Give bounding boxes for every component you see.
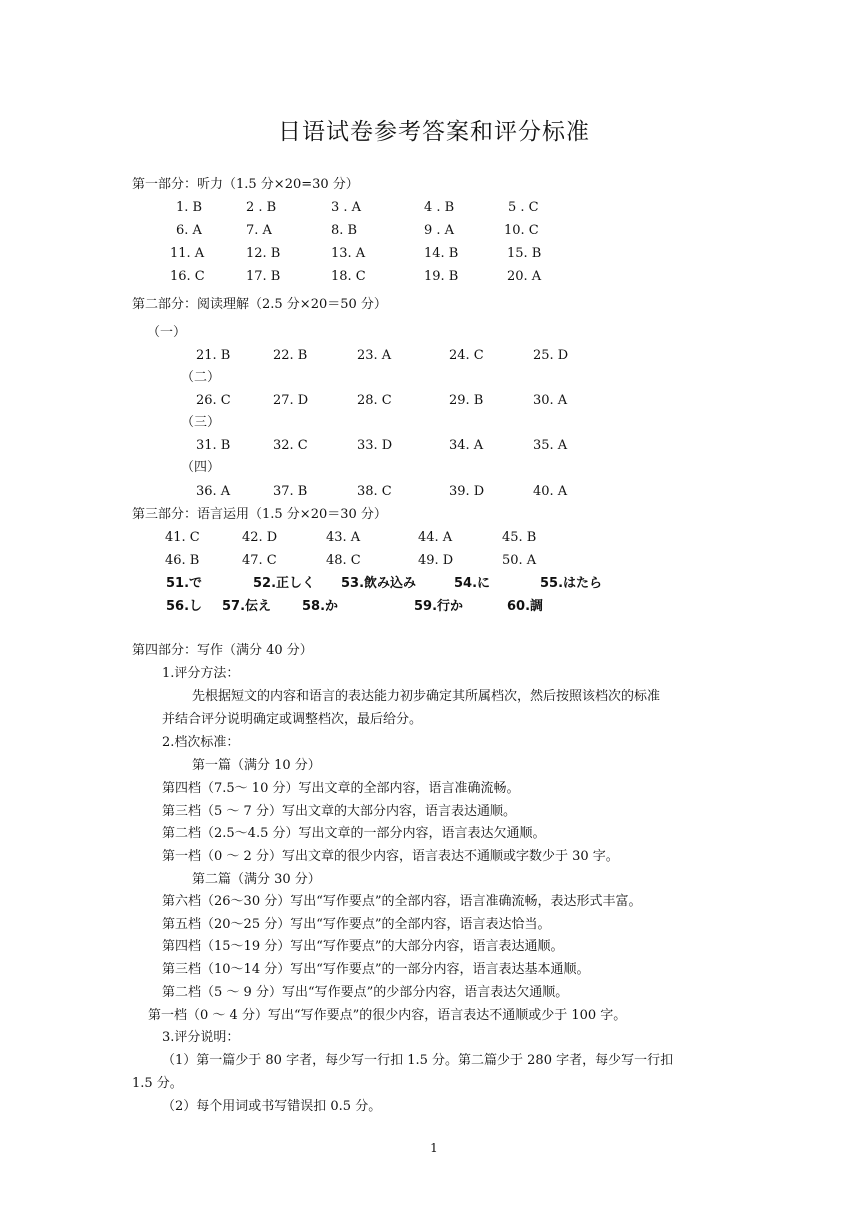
level-criterion: 第四档（15～19 分）写出“写作要点”的大部分内容，语言表达通顺。: [162, 939, 564, 954]
fill-answer: 59.行か: [414, 599, 464, 614]
answer: 27. D: [273, 393, 309, 408]
answer: 7. A: [246, 223, 272, 238]
level-criterion: 第二档（2.5～4.5 分）写出文章的一部分内容，语言表达欠通顺。: [162, 826, 546, 841]
level-criterion: 第六档（26～30 分）写出“写作要点”的全部内容，语言准确流畅，表达形式丰富。: [162, 894, 642, 909]
answer: 44. A: [418, 530, 453, 545]
fill-answer: 60.調: [507, 599, 544, 614]
answer: 4 . B: [424, 200, 455, 215]
level-criterion: 第五档（20～25 分）写出“写作要点”的全部内容，语言表达恰当。: [162, 917, 551, 932]
answer: 22. B: [273, 348, 308, 363]
part2-heading: 第二部分：阅读理解（2.5 分×20＝50 分）: [132, 297, 387, 312]
answer: 13. A: [331, 246, 366, 261]
answer: 33. D: [357, 438, 393, 453]
answer: 43. A: [326, 530, 361, 545]
answer: 26. C: [196, 393, 231, 408]
answer: 50. A: [502, 553, 537, 568]
essay2-title: 第二篇（满分 30 分）: [192, 872, 321, 887]
group-label: （三）: [181, 415, 221, 430]
level-criterion: 第三档（5 ～ 7 分）写出文章的大部分内容，语言表达通顺。: [162, 804, 516, 819]
answer: 1. B: [176, 200, 203, 215]
answer: 41. C: [165, 530, 200, 545]
answer: 8. B: [331, 223, 358, 238]
answer: 16. C: [170, 269, 205, 284]
method-text: 并结合评分说明确定或调整档次，最后给分。: [162, 712, 423, 727]
level-criterion: 第二档（5 ～ 9 分）写出“写作要点”的少部分内容，语言表达欠通顺。: [162, 985, 569, 1000]
note-text: 1.5 分。: [132, 1076, 183, 1091]
answer: 42. D: [242, 530, 278, 545]
part3-heading: 第三部分：语言运用（1.5 分×20＝30 分）: [132, 507, 387, 522]
answer: 30. A: [533, 393, 568, 408]
answer: 39. D: [449, 484, 485, 499]
method-text: 先根据短文的内容和语言的表达能力初步确定其所属档次，然后按照该档次的标准: [192, 689, 661, 704]
answer: 35. A: [533, 438, 568, 453]
fill-answer: 58.か: [302, 599, 339, 614]
answer: 49. D: [418, 553, 454, 568]
answer: 32. C: [273, 438, 308, 453]
group-label: （四）: [181, 460, 221, 475]
answer: 3 . A: [331, 200, 362, 215]
answer: 6. A: [176, 223, 202, 238]
answer: 24. C: [449, 348, 484, 363]
answer: 18. C: [331, 269, 366, 284]
group-label: （一）: [147, 325, 187, 340]
fill-answer: 55.はたら: [540, 576, 603, 591]
answer: 29. B: [449, 393, 484, 408]
answer: 11. A: [170, 246, 205, 261]
level-criterion: 第一档（0 ～ 4 分）写出“写作要点”的很少内容，语言表达不通顺或少于 100 字。: [148, 1008, 627, 1023]
part1-heading: 第一部分：听力（1.5 分×20=30 分）: [132, 177, 359, 192]
answer: 46. B: [165, 553, 200, 568]
method-title: 1.评分方法：: [162, 666, 240, 681]
answer: 12. B: [246, 246, 281, 261]
page-number: 1: [430, 1141, 438, 1155]
answer: 38. C: [357, 484, 392, 499]
note-text: （1）第一篇少于 80 字者，每少写一行扣 1.5 分。第二篇少于 280 字者，每少写一行扣: [162, 1053, 674, 1068]
answer: 40. A: [533, 484, 568, 499]
answer: 34. A: [449, 438, 484, 453]
group-label: （二）: [181, 370, 221, 385]
fill-answer: 54.に: [454, 576, 491, 591]
fill-answer: 53.飲み込み: [341, 576, 417, 591]
answer: 25. D: [533, 348, 569, 363]
fill-answer: 51.で: [166, 576, 203, 591]
essay1-title: 第一篇（满分 10 分）: [192, 758, 321, 773]
answer: 47. C: [242, 553, 277, 568]
answer: 5 . C: [508, 200, 539, 215]
answer: 28. C: [357, 393, 392, 408]
answer: 31. B: [196, 438, 231, 453]
answer: 45. B: [502, 530, 537, 545]
answer: 10. C: [504, 223, 539, 238]
answer: 20. A: [507, 269, 542, 284]
fill-answer: 56.し: [166, 599, 203, 614]
answer: 36. A: [196, 484, 231, 499]
answer: 17. B: [246, 269, 281, 284]
fill-answer: 52.正しく: [253, 576, 316, 591]
answer: 19. B: [424, 269, 459, 284]
note-text: （2）每个用词或书写错误扣 0.5 分。: [162, 1099, 382, 1114]
answer: 15. B: [507, 246, 542, 261]
answer: 2 . B: [246, 200, 277, 215]
answer: 14. B: [424, 246, 459, 261]
answer: 9 . A: [424, 223, 455, 238]
level-criterion: 第四档（7.5～ 10 分）写出文章的全部内容，语言准确流畅。: [162, 781, 520, 796]
answer: 37. B: [273, 484, 308, 499]
page-title: 日语试卷参考答案和评分标准: [278, 119, 590, 145]
answer: 21. B: [196, 348, 231, 363]
levels-title: 2.档次标准：: [162, 735, 240, 750]
level-criterion: 第三档（10～14 分）写出“写作要点”的一部分内容，语言表达基本通顺。: [162, 962, 590, 977]
answer: 48. C: [326, 553, 361, 568]
level-criterion: 第一档（0 ～ 2 分）写出文章的很少内容，语言表达不通顺或字数少于 30 字。: [162, 849, 619, 864]
fill-answer: 57.伝え: [222, 599, 272, 614]
notes-title: 3.评分说明：: [162, 1030, 240, 1045]
part4-heading: 第四部分：写作（满分 40 分）: [132, 643, 313, 658]
answer: 23. A: [357, 348, 392, 363]
